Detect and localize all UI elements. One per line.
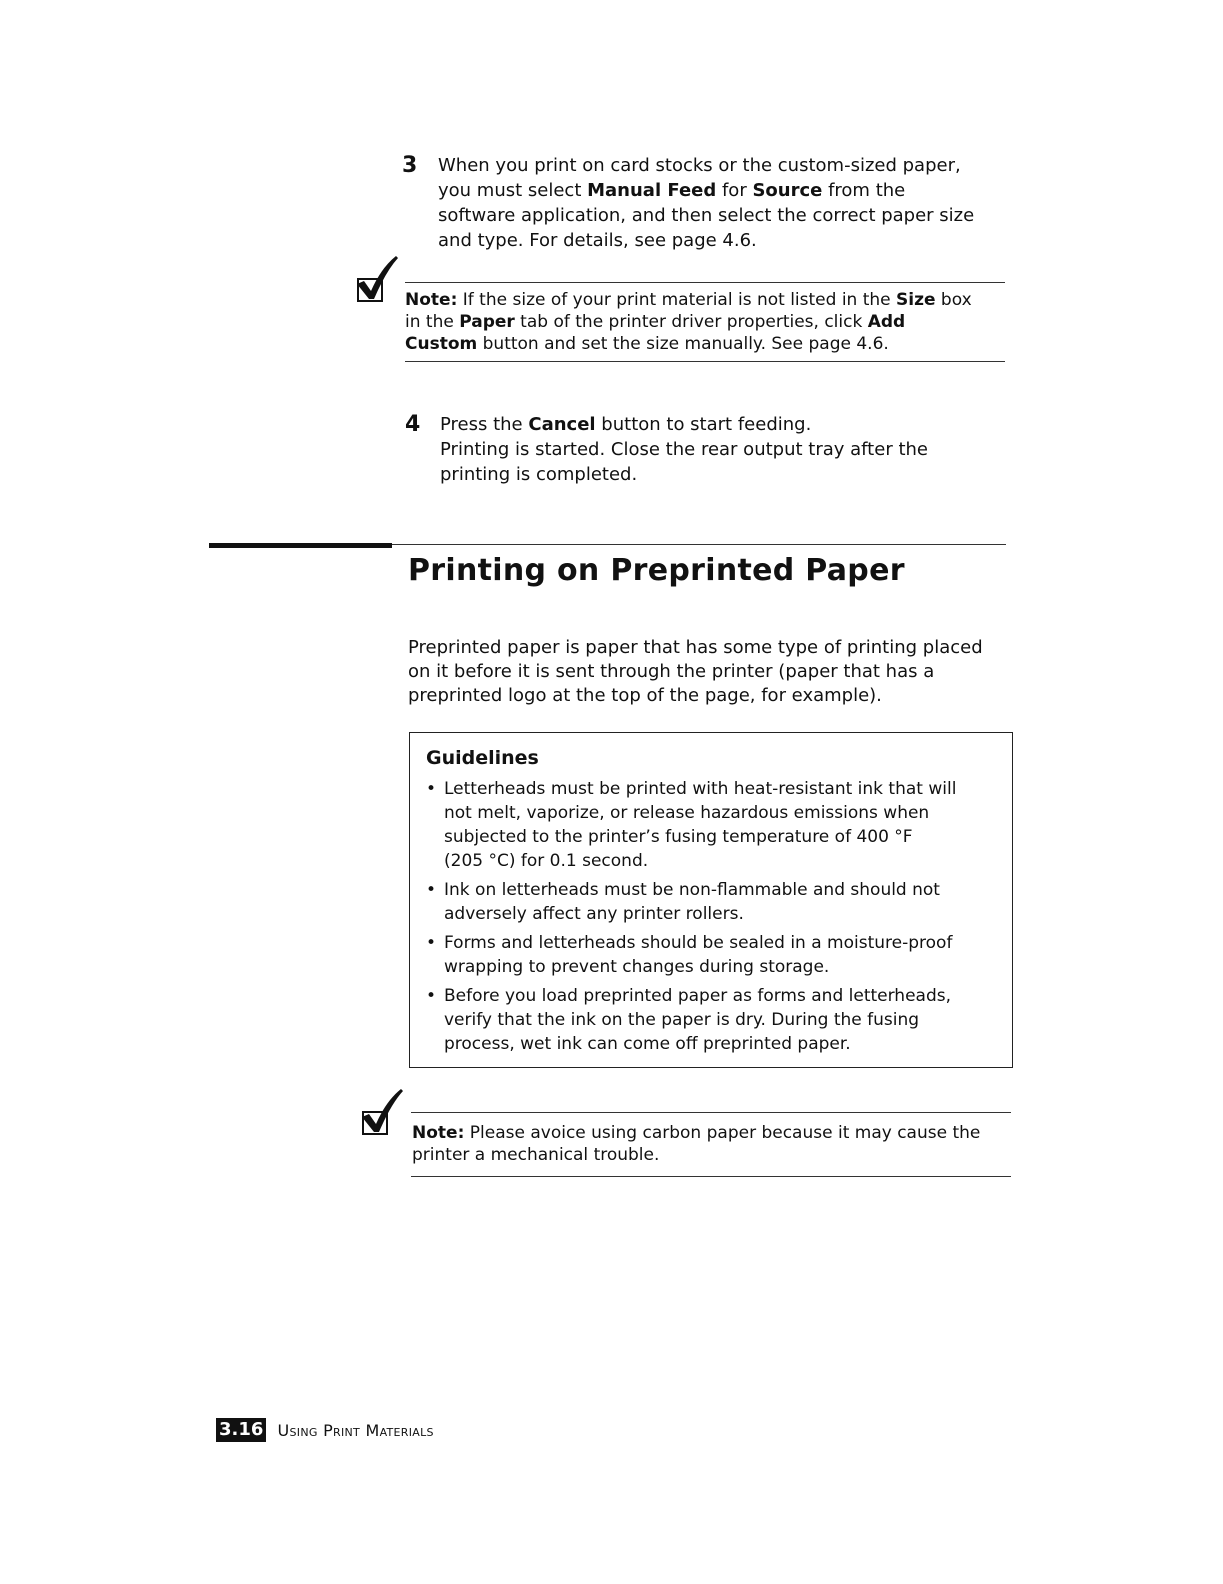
step-line: When you print on card stocks or the custom-sized paper, <box>438 155 961 176</box>
step-line: Printing is started. Close the rear output tray after the <box>440 439 928 460</box>
step-line: you must select Manual Feed for Source from the <box>438 180 906 201</box>
guideline-line: not melt, vaporize, or release hazardous emissions when <box>444 803 930 823</box>
guideline-item <box>420 878 1010 926</box>
note-line: Note: If the size of your print material is not listed in the Size box <box>405 290 972 310</box>
guideline-line: verify that the ink on the paper is dry. During the fusing <box>444 1010 920 1030</box>
chapter-title: Using Print Materials <box>277 1420 434 1440</box>
guideline-line: Letterheads must be printed with heat-resistant ink that will <box>444 779 957 799</box>
checkmark-icon <box>360 1087 410 1147</box>
guideline-line: process, wet ink can come off preprinted paper. <box>444 1034 851 1054</box>
guideline-line: adversely affect any printer rollers. <box>444 904 744 924</box>
step-number: 4 <box>405 412 421 437</box>
guideline-item <box>420 984 1010 1056</box>
note-line: Note: Please avoice using carbon paper because it may cause the <box>412 1123 981 1143</box>
step-text <box>440 412 1010 487</box>
note-2 <box>412 1122 1012 1166</box>
guideline-item <box>420 931 1010 979</box>
section-intro <box>408 636 1018 708</box>
guideline-line: (205 °C) for 0.1 second. <box>444 851 649 871</box>
guideline-line: subjected to the printer’s fusing temperature of 400 °F <box>444 827 913 847</box>
step-line: and type. For details, see page 4.6. <box>438 230 757 251</box>
note-top-rule <box>405 282 1005 283</box>
guideline-line: Before you load preprinted paper as forms and letterheads, <box>444 986 952 1006</box>
guideline-item <box>420 777 1010 873</box>
page-number: 3.16 <box>216 1418 266 1442</box>
checkmark-icon <box>355 254 405 314</box>
guideline-line: Ink on letterheads must be non-flammable and should not <box>444 880 940 900</box>
note-1 <box>405 289 1005 355</box>
guidelines-box <box>409 732 1013 1068</box>
bullet-icon: • <box>426 880 437 900</box>
bullet-icon: • <box>426 933 437 953</box>
step-text <box>438 153 1008 253</box>
step-line: printing is completed. <box>440 464 638 485</box>
step-number: 3 <box>402 153 418 178</box>
step-line: Press the Cancel button to start feeding. <box>440 414 812 435</box>
note-line: Custom button and set the size manually. See page 4.6. <box>405 334 889 354</box>
note-line: printer a mechanical trouble. <box>412 1145 660 1165</box>
intro-line: on it before it is sent through the printer (paper that has a <box>408 661 935 682</box>
guidelines-title: Guidelines <box>426 747 539 769</box>
guideline-line: wrapping to prevent changes during storage. <box>444 957 830 977</box>
guideline-line: Forms and letterheads should be sealed in a moisture-proof <box>444 933 953 953</box>
intro-line: Preprinted paper is paper that has some type of printing placed <box>408 637 983 658</box>
bullet-icon: • <box>426 779 437 799</box>
page-footer <box>216 1418 434 1442</box>
note-bottom-rule <box>411 1176 1011 1177</box>
section-title: Printing on Preprinted Paper <box>408 553 905 588</box>
bullet-icon: • <box>426 986 437 1006</box>
step-line: software application, and then select the correct paper size <box>438 205 975 226</box>
note-top-rule <box>411 1112 1011 1113</box>
section-divider-thick <box>209 543 392 548</box>
guidelines-list <box>420 777 1010 1061</box>
intro-line: preprinted logo at the top of the page, for example). <box>408 685 882 706</box>
note-bottom-rule <box>405 361 1005 362</box>
section-divider-thin <box>392 544 1006 545</box>
note-line: in the Paper tab of the printer driver properties, click Add <box>405 312 906 332</box>
